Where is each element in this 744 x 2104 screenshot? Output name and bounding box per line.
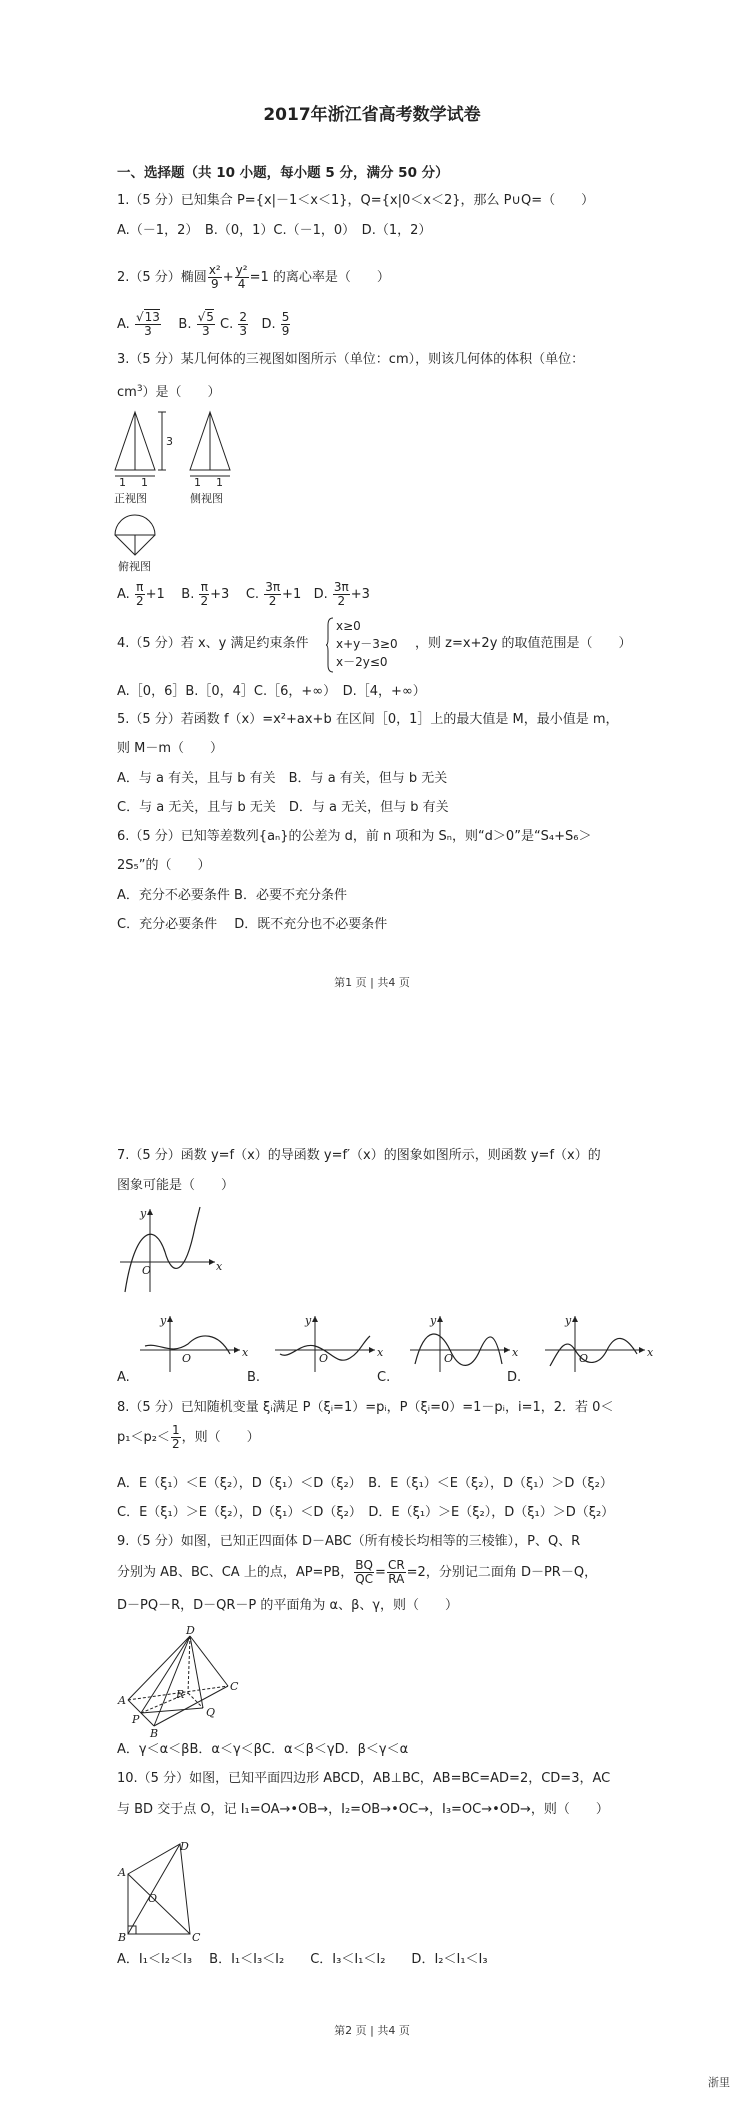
q10-stem-2: 与 BD 交于点 O，记 I₁=OA→•OB→，I₂=OB→•OC→，I₃=OC→•OD→，则（ ） xyxy=(117,1802,609,1817)
q3-option-d: $\frac{3\pi}{2}$ xyxy=(333,580,349,608)
q6-stem-2: 2S₅”的（ ） xyxy=(117,858,211,873)
svg-text:O: O xyxy=(142,1264,152,1277)
corner-mark: 浙里 xyxy=(708,2076,730,2089)
svg-text:x: x xyxy=(242,1346,249,1359)
q7-label-c: C. xyxy=(377,1370,391,1385)
q3-options: A. $\frac{\pi}{2}$ +1 B. $\frac{\pi}{2}$ +3 C. $\frac{3\pi}{2}$ +1 D. $\frac{3\pi}{2}$ +3 xyxy=(117,580,370,608)
svg-text:Q: Q xyxy=(206,1706,216,1719)
q2-stem: 2.（5 分）椭圆 $\frac{\text{x²}}{9}$ + $\frac{\text{y²}}{4}$ =1 的离心率是（ ） xyxy=(117,263,390,291)
front-view xyxy=(114,412,173,505)
q3-option-c: $\frac{3\pi}{2}$ xyxy=(265,580,281,608)
svg-text:x: x xyxy=(512,1346,519,1359)
q8-stem-1: 8.（5 分）已知随机变量 ξᵢ满足 P（ξᵢ=1）=pᵢ，P（ξᵢ=0）=1－pᵢ，i=1，2．若 0＜ xyxy=(117,1400,614,1415)
q7-graph-a xyxy=(140,1314,250,1374)
q3-option-a: $\frac{\pi}{2}$ xyxy=(135,580,144,608)
q5-stem-1: 5.（5 分）若函数 f（x）=x²+ax+b 在区间［0，1］上的最大值是 M，最小值是 m， xyxy=(117,712,619,727)
side-view xyxy=(190,412,230,505)
q4-brace xyxy=(326,617,334,673)
q4-constraint-3: x－2y≤0 xyxy=(336,655,388,669)
svg-text:x: x xyxy=(377,1346,384,1359)
side-view-label: 侧视图 xyxy=(190,492,223,505)
svg-text:D: D xyxy=(186,1624,195,1637)
svg-text:O: O xyxy=(148,1892,158,1905)
doc-title: 2017年浙江省高考数学试卷 xyxy=(263,105,481,125)
q10-options: A．I₁＜I₂＜I₃ B．I₁＜I₃＜I₂ C．I₃＜I₁＜I₂ D．I₂＜I₁＜I₃ xyxy=(117,1952,488,1967)
q7-label-b: B. xyxy=(247,1370,261,1385)
q4-options: A.［0，6］B.［0，4］C.［6，+∞） D.［4，+∞） xyxy=(117,684,426,699)
q7-derivative-graph xyxy=(120,1207,223,1297)
q2-option-a: $\frac{√13}{3}$ xyxy=(135,310,160,338)
q7-graph-c xyxy=(410,1314,520,1374)
q6-options-1: A．充分不必要条件 B．必要不充分条件 xyxy=(117,888,347,903)
q2-option-b: $\frac{√5}{3}$ xyxy=(197,310,214,338)
q2-frac-x: $\frac{\text{x²}}{9}$ xyxy=(208,263,221,291)
q2-frac-y: $\frac{\text{y²}}{4}$ xyxy=(235,263,248,291)
q9-ratio-bq-qc: $\frac{BQ}{QC}$ xyxy=(355,1558,374,1586)
page-footer-1: 第1 页 | 共4 页 xyxy=(334,976,410,989)
q4-stem-b: ，则 z=x+2y 的取值范围是（ ） xyxy=(415,636,632,651)
svg-text:C: C xyxy=(192,1931,201,1944)
svg-text:y: y xyxy=(565,1314,572,1327)
top-view xyxy=(115,515,155,573)
q7-label-d: D. xyxy=(507,1370,522,1385)
q1-options: A.（－1，2） B.（0，1）C.（－1，0） D.（1，2） xyxy=(117,223,432,238)
q7-stem-1: 7.（5 分）函数 y=f（x）的导函数 y=f′（x）的图象如图所示，则函数 y=f（x）的 xyxy=(117,1148,601,1163)
q6-options-2: C．充分必要条件 D．既不充分也不必要条件 xyxy=(117,917,388,932)
q9-stem-3: D－PQ－R，D－QR－P 的平面角为 α、β、γ，则（ ） xyxy=(117,1598,459,1613)
q3-stem-1: 3.（5 分）某几何体的三视图如图所示（单位：cm），则该几何体的体积（单位： xyxy=(117,352,585,367)
svg-text:x: x xyxy=(216,1260,223,1273)
q2-option-c: $\frac{2}{3}$ xyxy=(239,310,248,338)
svg-text:P: P xyxy=(132,1713,140,1726)
svg-text:C: C xyxy=(230,1680,239,1693)
q9-stem-1: 9.（5 分）如图，已知正四面体 D－ABC（所有棱长均相等的三棱锥），P、Q、R xyxy=(117,1534,581,1549)
svg-text:y: y xyxy=(140,1207,147,1220)
q8-half: $\frac{1}{2}$ xyxy=(171,1423,180,1451)
svg-text:1: 1 xyxy=(119,476,126,489)
q7-label-a: A. xyxy=(117,1370,130,1385)
svg-text:y: y xyxy=(305,1314,312,1327)
q4-constraint-1: x≥0 xyxy=(336,619,361,633)
q4-stem-a: 4.（5 分）若 x、y 满足约束条件 xyxy=(117,636,309,651)
q5-options-1: A．与 a 有关，且与 b 有关 B．与 a 有关，但与 b 无关 xyxy=(117,771,448,786)
svg-text:1: 1 xyxy=(194,476,201,489)
q2-option-d: $\frac{5}{9}$ xyxy=(281,310,290,338)
q8-stem-2: p₁＜p₂＜ $\frac{1}{2}$ ，则（ ） xyxy=(117,1423,260,1451)
q9-tetrahedron-figure xyxy=(118,1624,258,1740)
svg-text:y: y xyxy=(160,1314,167,1327)
q5-options-2: C．与 a 无关，且与 b 无关 D．与 a 无关，但与 b 有关 xyxy=(117,800,449,815)
svg-text:A: A xyxy=(118,1694,126,1707)
q10-quadrilateral-figure xyxy=(118,1842,208,1942)
q8-options-1: A．E（ξ₁）＜E（ξ₂），D（ξ₁）＜D（ξ₂） B．E（ξ₁）＜E（ξ₂），D（ξ₁）＞D（ξ₂） xyxy=(117,1476,613,1491)
svg-text:R: R xyxy=(176,1688,185,1701)
svg-text:x: x xyxy=(647,1346,654,1359)
q8-options-2: C．E（ξ₁）＞E（ξ₂），D（ξ₁）＜D（ξ₂） D．E（ξ₁）＞E（ξ₂），D（ξ₁）＞D（ξ₂） xyxy=(117,1505,615,1520)
q3-three-view-figure xyxy=(110,410,270,573)
svg-text:1: 1 xyxy=(216,476,223,489)
front-view-label: 正视图 xyxy=(114,492,147,505)
svg-text:O: O xyxy=(579,1352,589,1365)
svg-text:y: y xyxy=(430,1314,437,1327)
q2-options: A. $\frac{√13}{3}$ B. $\frac{√5}{3}$ C. $\frac{2}{3}$ D. $\frac{5}{9}$ xyxy=(117,310,290,338)
q3-option-b: $\frac{\pi}{2}$ xyxy=(200,580,209,608)
q7-graph-b xyxy=(275,1314,385,1374)
q9-stem-2: 分别为 AB、BC、CA 上的点，AP=PB， $\frac{BQ}{QC}$ = $\frac{CR}{RA}$ =2，分别记二面角 D－PR－Q， xyxy=(117,1558,598,1586)
svg-text:O: O xyxy=(182,1352,192,1365)
q6-stem-1: 6.（5 分）已知等差数列{aₙ}的公差为 d，前 n 项和为 Sₙ，则“d＞0”是“S₄+S₆＞ xyxy=(117,829,592,844)
q5-stem-2: 则 M－m（ ） xyxy=(117,741,224,756)
q7-stem-2: 图象可能是（ ） xyxy=(117,1178,235,1193)
svg-text:B: B xyxy=(118,1931,127,1944)
page-footer-2: 第2 页 | 共4 页 xyxy=(334,2024,410,2037)
svg-text:O: O xyxy=(319,1352,329,1365)
svg-text:1: 1 xyxy=(141,476,148,489)
dim-height-label: 3 xyxy=(166,435,173,448)
svg-text:D: D xyxy=(180,1840,189,1853)
q7-graph-d xyxy=(545,1314,655,1374)
svg-text:B: B xyxy=(150,1727,159,1740)
q10-stem-1: 10.（5 分）如图，已知平面四边形 ABCD，AB⊥BC，AB=BC=AD=2，CD=3，AC xyxy=(117,1771,611,1786)
q9-ratio-cr-ra: $\frac{CR}{RA}$ xyxy=(387,1558,405,1586)
q1-stem: 1.（5 分）已知集合 P={x|－1＜x＜1}，Q={x|0＜x＜2}，那么 P∪Q=（ ） xyxy=(117,193,595,208)
svg-text:A: A xyxy=(118,1866,126,1879)
q9-options: A．γ＜α＜βB．α＜γ＜βC．α＜β＜γD．β＜γ＜α xyxy=(117,1742,409,1757)
top-view-label: 俯视图 xyxy=(118,560,151,573)
svg-text:O: O xyxy=(444,1352,454,1365)
q3-stem-2: $cm^3$）是（ ） xyxy=(117,384,221,400)
page-2 xyxy=(0,1052,744,2104)
q4-constraint-2: x+y－3≥0 xyxy=(336,637,398,651)
section-heading: 一、选择题（共 10 小题，每小题 5 分，满分 50 分） xyxy=(117,165,449,181)
